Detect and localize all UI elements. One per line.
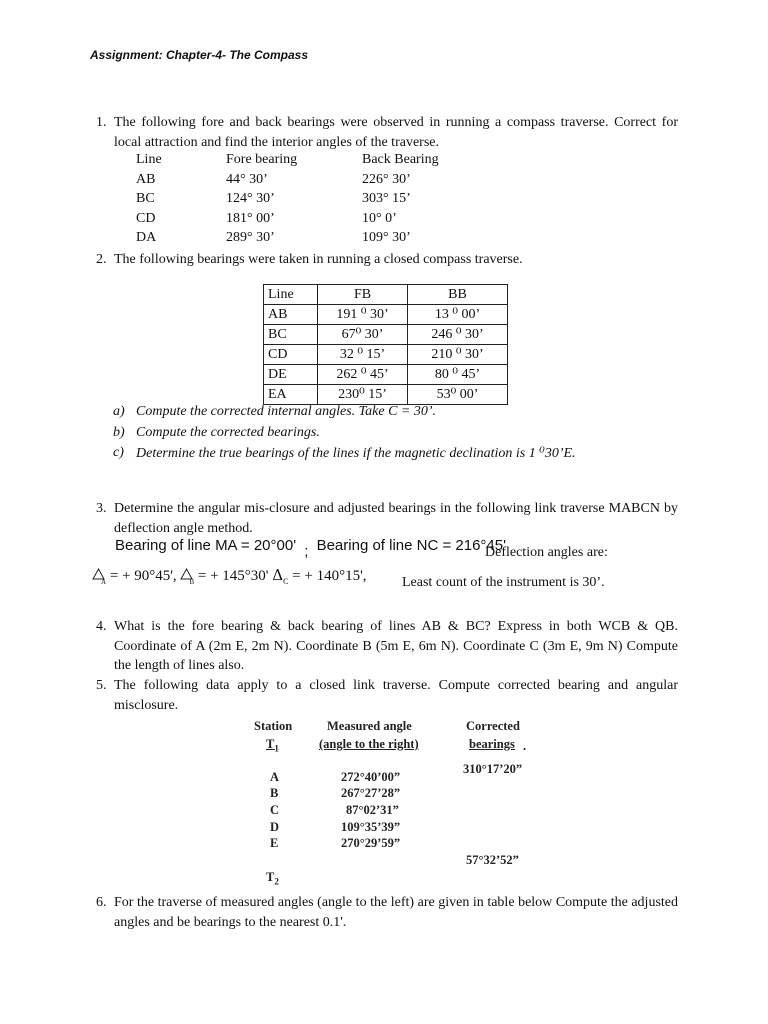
delta-subscript: A xyxy=(101,578,107,586)
table-row xyxy=(264,385,508,405)
angle-cell: 267°27’28” xyxy=(341,786,401,800)
table-row xyxy=(264,325,508,345)
bearing-ma-text: Bearing of line MA = 20°00' xyxy=(115,537,297,554)
angle-cell: 109°35’39” xyxy=(341,820,401,834)
corrected-bearing-first: 310°17’20” xyxy=(463,762,523,776)
question-number: 6. xyxy=(96,895,107,910)
table-cell: 109° 30’ xyxy=(362,230,411,245)
table-cell: 191 ⁰ 30’ xyxy=(318,305,408,325)
table-cell: 67⁰ 30’ xyxy=(318,325,408,345)
sub-question-text: Compute the corrected bearings. xyxy=(136,425,320,440)
deflection-angles xyxy=(92,566,367,585)
table-header: Back Bearing xyxy=(362,152,439,167)
table-cell: BC xyxy=(264,325,318,345)
column-header-measured: Measured angle xyxy=(327,719,412,733)
bearing-nc-text: Bearing of line NC = 216°45' xyxy=(316,537,506,554)
station-cell: C xyxy=(270,803,280,817)
delta-icon: Δ xyxy=(272,566,284,584)
table-cell: 32 ⁰ 15’ xyxy=(318,345,408,365)
table-row xyxy=(264,305,508,325)
angle-cell: 272°40’00” xyxy=(341,770,401,784)
table-cell: CD xyxy=(136,211,156,226)
question-number: 1. xyxy=(96,115,107,130)
delta-a-value: = + 90°45', xyxy=(109,568,177,584)
delta-c-value: = + 140°15', xyxy=(292,568,367,584)
station-cell: E xyxy=(270,836,279,850)
table-cell: 80 ⁰ 45’ xyxy=(408,365,508,385)
station-t2: $T_2$ xyxy=(266,870,279,887)
question-text: The following fore and back bearings were observed in running a compass traverse. Correct for local attraction and find the interior angles of the traverse. xyxy=(114,115,678,150)
table-cell: 44° 30’ xyxy=(226,172,268,187)
least-count-text: Least count of the instrument is 30’. xyxy=(402,575,605,590)
sub-question-label: a) xyxy=(113,404,125,419)
table-cell: BC xyxy=(136,191,155,206)
table-header: Line xyxy=(264,285,318,305)
table-cell: 10° 0’ xyxy=(362,211,397,226)
question-3 xyxy=(96,499,678,538)
sub-question-text: Compute the corrected internal angles. Take C = 30’. xyxy=(136,404,437,419)
question-number: 4. xyxy=(96,619,107,634)
table-header: FB xyxy=(318,285,408,305)
table-cell: 303° 15’ xyxy=(362,191,411,206)
question-5 xyxy=(96,676,678,715)
question-number: 5. xyxy=(96,678,107,693)
question-text: The following bearings were taken in running a closed compass traverse. xyxy=(114,252,523,267)
table-cell: 262 ⁰ 45’ xyxy=(318,365,408,385)
table-cell: CD xyxy=(264,345,318,365)
question-1 xyxy=(96,113,678,152)
question-text: For the traverse of measured angles (angle to the left) are given in table below Compute the adjusted angles and be bearings to the nearest 0.1'. xyxy=(114,895,678,930)
question-number: 2. xyxy=(96,252,107,267)
column-header-corrected: Corrected xyxy=(466,719,520,733)
delta-subscript: B xyxy=(189,578,195,586)
angle-cell: 270°29’59” xyxy=(341,836,401,850)
page-header: Assignment: Chapter-4- The Compass xyxy=(90,48,309,62)
question-text: What is the fore bearing & back bearing of lines AB & BC? Express in both WCB & QB. Coordinate of A (2m E, 2m N). Coordinate B (5m E, 6m N). Coordinate C (3m E, 9m N) Compute the length of lines also. xyxy=(114,619,678,673)
corrected-bearing-last: 57°32’52” xyxy=(466,853,519,867)
question-number: 3. xyxy=(96,501,107,516)
separator: ; xyxy=(304,543,309,560)
deflection-label: Deflection angles are: xyxy=(485,545,608,560)
sub-question-label: b) xyxy=(113,425,125,440)
table-cell: 181° 00’ xyxy=(226,211,275,226)
table-cell: 246 ⁰ 30’ xyxy=(408,325,508,345)
bearing-table-2 xyxy=(263,284,508,405)
table-cell: 13 ⁰ 00’ xyxy=(408,305,508,325)
question-6 xyxy=(96,893,678,932)
station-cell: A xyxy=(270,770,280,784)
angle-cell: 87°02’31” xyxy=(346,803,399,817)
table-cell: 230⁰ 15’ xyxy=(318,385,408,405)
column-header-station: Station xyxy=(254,719,293,733)
table-row xyxy=(264,285,508,305)
dot-mark: . xyxy=(523,739,527,753)
delta-b-value: = + 145°30' xyxy=(197,568,269,584)
question-text: Determine the angular mis-closure and adjusted bearings in the following link traverse MABCN by deflection angle method. xyxy=(114,501,678,536)
table-cell: 289° 30’ xyxy=(226,230,275,245)
question-4 xyxy=(96,617,678,676)
table-cell: AB xyxy=(136,172,156,187)
column-header-corrected-sub: bearings xyxy=(469,737,515,751)
delta-subscript: C xyxy=(283,577,289,586)
column-header-measured-sub: (angle to the right) xyxy=(319,737,419,751)
table-header: BB xyxy=(408,285,508,305)
bearing-line-ma xyxy=(115,537,506,560)
table-row xyxy=(264,345,508,365)
table-cell: 210 ⁰ 30’ xyxy=(408,345,508,365)
sub-question-text: Determine the true bearings of the lines if the magnetic declination is 1 ⁰30’E. xyxy=(136,446,576,461)
table-row xyxy=(264,365,508,385)
table-header: Fore bearing xyxy=(226,152,298,167)
question-2 xyxy=(96,250,678,270)
table-cell: AB xyxy=(264,305,318,325)
table-header: Line xyxy=(136,152,162,167)
table-cell: DA xyxy=(136,230,157,245)
station-cell: D xyxy=(270,820,280,834)
question-text: The following data apply to a closed link traverse. Compute corrected bearing and angular misclosure. xyxy=(114,678,678,713)
table-cell: 53⁰ 00’ xyxy=(408,385,508,405)
table-cell: EA xyxy=(264,385,318,405)
station-t1: $T_1$ xyxy=(266,737,279,754)
table-cell: 226° 30’ xyxy=(362,172,411,187)
sub-question-label: c) xyxy=(113,445,124,460)
table-cell: DE xyxy=(264,365,318,385)
table-cell: 124° 30’ xyxy=(226,191,275,206)
station-cell: B xyxy=(270,786,279,800)
